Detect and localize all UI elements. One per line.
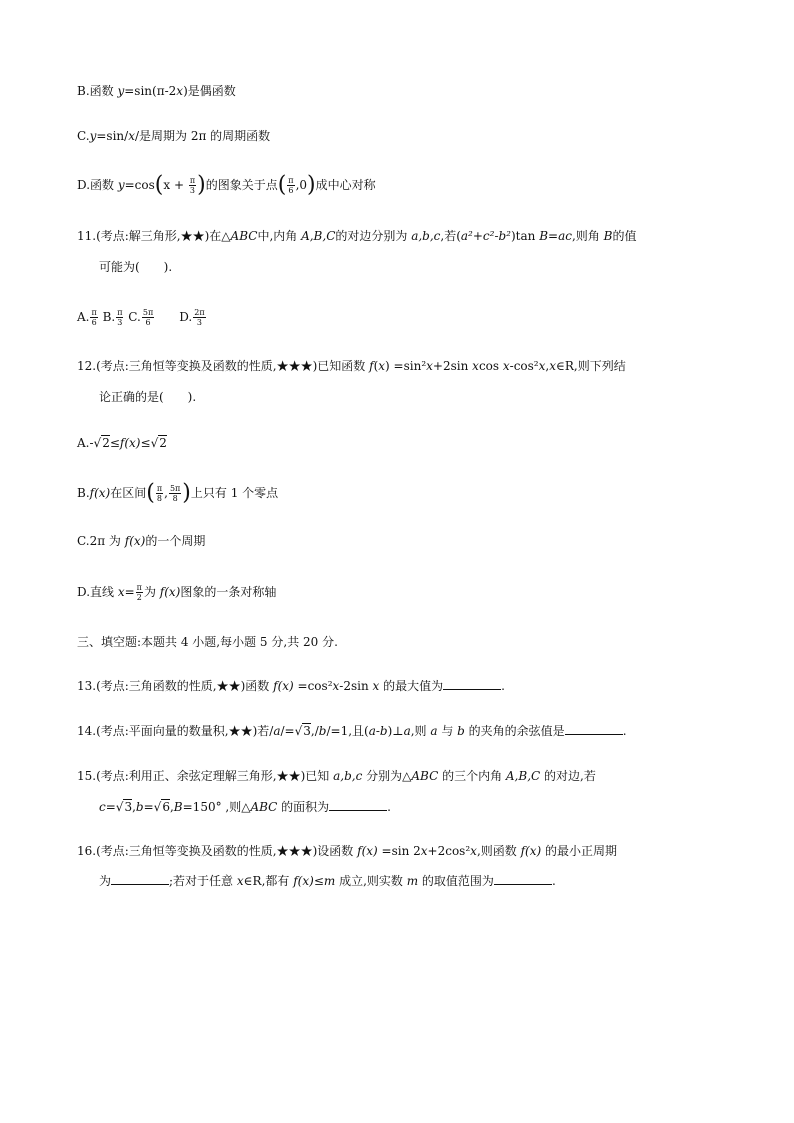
var: x xyxy=(426,359,433,373)
var: x xyxy=(472,359,479,373)
text: 的对边,若 xyxy=(540,769,596,783)
sqrt: √2 xyxy=(150,436,167,450)
text: D. xyxy=(155,310,193,324)
denominator: 3 xyxy=(196,318,202,327)
var: f xyxy=(520,844,526,858)
fraction xyxy=(136,583,143,602)
text: 与 xyxy=(437,724,458,738)
denominator: 6 xyxy=(145,318,151,327)
text: 15.(考点:利用正、余弦定理解三角形,★★)已知 xyxy=(77,769,334,783)
var: x xyxy=(538,359,546,373)
var: y xyxy=(117,178,125,192)
paren: ) xyxy=(307,172,316,198)
answer-blank[interactable] xyxy=(329,798,387,811)
q16-line2 xyxy=(99,872,556,890)
paren: ) xyxy=(197,172,206,198)
text: B.函数 xyxy=(77,84,118,98)
text: ∈R,都有 xyxy=(243,874,294,888)
denominator: 6 xyxy=(91,318,97,327)
text: 图象的一条对称轴 xyxy=(180,585,277,599)
text: 11.(考点:解三角形,★★)在△ xyxy=(77,229,231,243)
var: (x) xyxy=(525,844,542,858)
var: a xyxy=(368,724,376,738)
var: (x) xyxy=(277,679,294,693)
var: x xyxy=(332,679,340,693)
sqrt: √3 xyxy=(115,800,133,814)
answer-blank[interactable] xyxy=(494,872,552,885)
var: x xyxy=(176,84,184,98)
text: . xyxy=(387,800,391,814)
text: 的最小正周期 xyxy=(541,844,617,858)
var: f xyxy=(357,844,362,858)
text: B. xyxy=(98,310,116,324)
text: = xyxy=(105,800,116,814)
sqrt: √6 xyxy=(153,800,170,814)
text: ,则角 xyxy=(571,229,604,243)
text: 的三个内角 xyxy=(438,769,506,783)
q14 xyxy=(77,722,627,740)
text: - xyxy=(375,724,380,738)
denominator: 6 xyxy=(288,186,294,195)
var: A,B,C xyxy=(505,769,541,783)
var: (x) xyxy=(129,534,146,548)
text: =cos² xyxy=(293,679,333,693)
text: , xyxy=(132,800,136,814)
var: f xyxy=(124,534,130,548)
var: b xyxy=(457,724,465,738)
text: x + xyxy=(163,178,188,192)
text: =cos xyxy=(124,178,155,192)
text: = xyxy=(548,229,559,243)
var: f xyxy=(293,874,298,888)
text: +2cos² xyxy=(427,844,471,858)
var: ac xyxy=(558,229,572,243)
text: /是周期为 2π 的周期函数 xyxy=(134,129,271,143)
text: =150° xyxy=(182,800,222,814)
fraction xyxy=(193,308,205,327)
text: , xyxy=(164,486,168,500)
var: B xyxy=(173,800,183,814)
sqrt: √3 xyxy=(294,724,311,738)
text: = xyxy=(124,585,135,599)
var: y xyxy=(117,84,125,98)
text: 为 xyxy=(99,874,112,888)
text: ,0 xyxy=(295,178,308,192)
var: (x) xyxy=(124,436,141,450)
text: 的对边分别为 xyxy=(335,229,412,243)
denominator: 3 xyxy=(117,318,123,327)
text: A. xyxy=(77,310,90,324)
var: (x) xyxy=(297,874,314,888)
text: ,若( xyxy=(440,229,461,243)
text: 12.(考点:三角恒等变换及函数的性质,★★★)已知函数 xyxy=(77,359,370,373)
section-heading: 三、填空题:本题共 4 小题,每小题 5 分,共 20 分. xyxy=(77,635,338,649)
var: a²+c²-b² xyxy=(460,229,511,243)
numerator: π xyxy=(189,176,196,185)
var: f xyxy=(119,436,125,450)
text: 的面积为 xyxy=(277,800,330,814)
text: . xyxy=(551,874,556,888)
text: 中,内角 xyxy=(257,229,302,243)
q11-options xyxy=(77,308,207,327)
q12-option-a xyxy=(77,434,167,452)
var: (x) xyxy=(164,585,181,599)
text: 的最大值为 xyxy=(379,679,444,693)
text: 14.(考点:平面向量的数量积,★★)若/ xyxy=(77,724,274,738)
q12-option-b xyxy=(77,480,279,506)
var: m xyxy=(323,874,336,888)
var: a xyxy=(403,724,411,738)
text: )⊥ xyxy=(387,724,404,738)
var: x xyxy=(117,585,125,599)
paren: ) xyxy=(182,480,191,506)
var: x xyxy=(502,359,510,373)
text: 13.(考点:三角函数的性质,★★)函数 xyxy=(77,679,274,693)
var: a,b,c xyxy=(333,769,363,783)
text: =sin(π-2 xyxy=(124,84,177,98)
numerator: π xyxy=(91,308,97,317)
text: ≤ xyxy=(109,436,120,450)
var: A,B,C xyxy=(301,229,336,243)
numerator: π xyxy=(156,484,163,493)
fraction xyxy=(116,308,123,327)
fraction xyxy=(189,176,196,195)
radicand: 6 xyxy=(162,800,170,814)
q12-option-c xyxy=(77,532,205,550)
text: ≤ xyxy=(313,874,324,888)
numerator: π xyxy=(117,308,123,317)
text: 分别为△ xyxy=(362,769,412,783)
radicand: 2 xyxy=(102,436,110,450)
text: D.直线 xyxy=(77,585,118,599)
text: 成中心对称 xyxy=(315,178,376,192)
text: 在区间 xyxy=(110,486,147,500)
text: B. xyxy=(77,486,90,500)
text: A.- xyxy=(77,436,94,450)
denominator: 8 xyxy=(156,494,163,503)
fraction xyxy=(156,484,163,503)
var: b xyxy=(318,724,327,738)
text: , xyxy=(545,359,550,373)
text: )是偶函数 xyxy=(183,84,236,98)
text: ,则函数 xyxy=(476,844,521,858)
var: (x) xyxy=(361,844,378,858)
q15-line2 xyxy=(99,798,391,816)
q12-stem-line1 xyxy=(77,357,626,375)
text: 的夹角的余弦值是 xyxy=(464,724,565,738)
q15-line1 xyxy=(77,767,596,785)
var: x xyxy=(128,129,135,143)
text: D.函数 xyxy=(77,178,118,192)
q13 xyxy=(77,677,505,695)
paren: ( xyxy=(154,172,164,198)
var: f xyxy=(369,359,374,373)
var: m xyxy=(406,874,419,888)
answer-blank[interactable] xyxy=(443,677,501,690)
var: ABC xyxy=(411,769,439,783)
text: ∈R,则下列结 xyxy=(556,359,626,373)
text: +2sin xyxy=(432,359,473,373)
var: b xyxy=(379,724,388,738)
numerator: 5π xyxy=(169,484,181,493)
q11-stem-line1 xyxy=(77,227,636,245)
text: C. xyxy=(124,310,141,324)
var: x xyxy=(470,844,477,858)
denominator: 8 xyxy=(172,494,178,503)
text: 成立,则实数 xyxy=(335,874,407,888)
var: ABC xyxy=(230,229,258,243)
text: = xyxy=(143,800,154,814)
sqrt: √2 xyxy=(93,436,110,450)
text: 的图象关于点 xyxy=(205,178,278,192)
answer-blank[interactable] xyxy=(565,722,623,735)
text: /= xyxy=(280,724,295,738)
text: ) =sin² xyxy=(385,359,427,373)
q10-option-b xyxy=(77,82,236,100)
var: (x) xyxy=(94,486,111,500)
text: ,则△ xyxy=(221,800,251,814)
text: )tan xyxy=(511,229,540,243)
var: B xyxy=(603,229,613,243)
text: . xyxy=(501,679,505,693)
var: x xyxy=(372,679,380,693)
text: 的一个周期 xyxy=(145,534,206,548)
q12-stem-line2: 论正确的是( ). xyxy=(99,390,197,404)
var: a,b,c xyxy=(411,229,441,243)
var: x xyxy=(549,359,556,373)
paren: ( xyxy=(146,480,155,506)
text: =sin/ xyxy=(96,129,129,143)
var: a xyxy=(430,724,438,738)
denominator: 3 xyxy=(189,186,195,195)
answer-blank[interactable] xyxy=(111,872,169,885)
numerator: π xyxy=(288,176,294,185)
text: -cos² xyxy=(509,359,539,373)
q10-option-d xyxy=(77,172,376,198)
text: 为 xyxy=(143,585,160,599)
radicand: 2 xyxy=(159,436,167,450)
text: 的值 xyxy=(612,229,637,243)
text: -2sin xyxy=(339,679,373,693)
text: 16.(考点:三角恒等变换及函数的性质,★★★)设函数 xyxy=(77,844,358,858)
var: B xyxy=(539,229,549,243)
denominator: 2 xyxy=(136,593,142,602)
text: ;若对于任意 xyxy=(169,874,237,888)
text: C.2π 为 xyxy=(77,534,125,548)
q12-option-d xyxy=(77,583,276,602)
numerator: 2π xyxy=(194,308,205,317)
q11-stem-line2: 可能为( ). xyxy=(99,260,173,274)
var: x xyxy=(378,359,386,373)
text: 的取值范围为 xyxy=(418,874,494,888)
numerator: 5π xyxy=(142,308,154,317)
text: ,则 xyxy=(410,724,431,738)
text: =sin 2 xyxy=(377,844,421,858)
var: f xyxy=(159,585,165,599)
text: . xyxy=(622,724,627,738)
paren: ( xyxy=(277,172,287,198)
fraction xyxy=(142,308,154,327)
text: /=1,且( xyxy=(326,724,369,738)
text: cos xyxy=(478,359,503,373)
var: x xyxy=(236,874,244,888)
var: f xyxy=(273,679,278,693)
var: y xyxy=(89,129,97,143)
var: ABC xyxy=(250,800,278,814)
radicand: 3 xyxy=(303,724,311,738)
text: C. xyxy=(77,129,90,143)
text: ≤ xyxy=(140,436,151,450)
text: ,/ xyxy=(310,724,319,738)
text: , xyxy=(169,800,174,814)
var: b xyxy=(135,800,144,814)
text: 上只有 1 个零点 xyxy=(190,486,279,500)
q16-line1 xyxy=(77,842,617,860)
var: c xyxy=(99,800,106,814)
radicand: 3 xyxy=(124,800,133,814)
fraction xyxy=(169,484,181,503)
var: a xyxy=(273,724,281,738)
var: x xyxy=(420,844,428,858)
numerator: π xyxy=(136,583,142,592)
fraction xyxy=(287,176,294,195)
q10-option-c xyxy=(77,127,270,145)
text: ( xyxy=(373,359,379,373)
var: f xyxy=(89,486,95,500)
fraction xyxy=(90,308,97,327)
